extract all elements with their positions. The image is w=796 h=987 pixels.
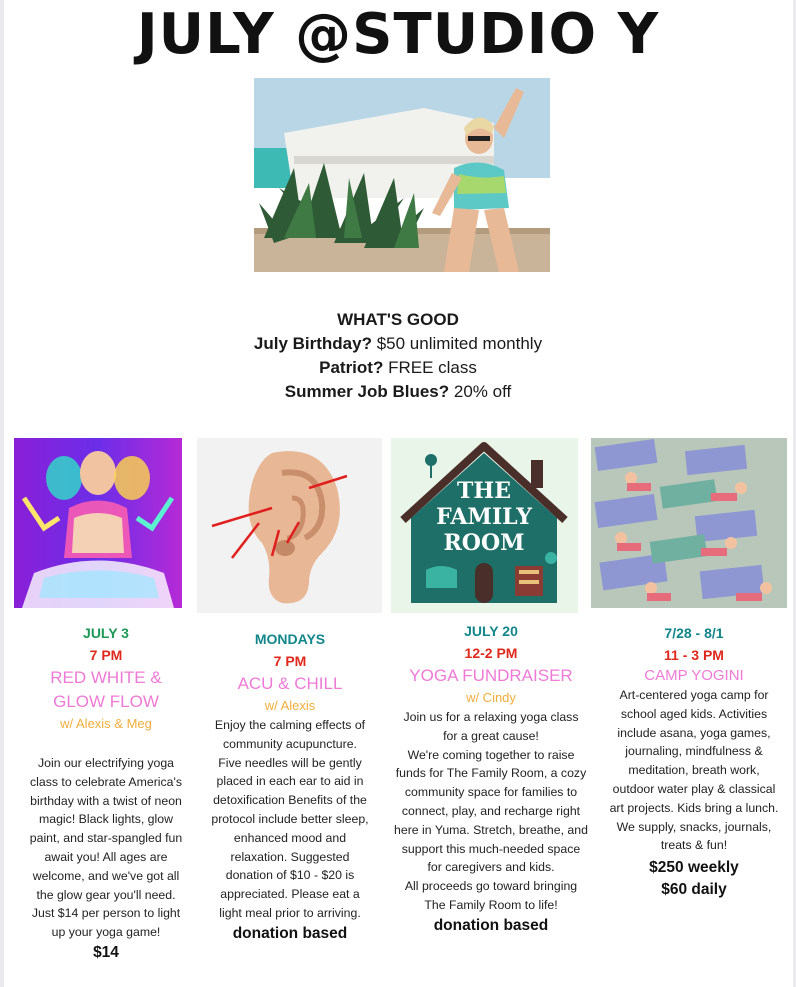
promo-label: Summer Job Blues? bbox=[284, 382, 450, 401]
event-card-camp-yogini bbox=[606, 622, 782, 901]
glow-flow-illustration bbox=[14, 438, 182, 608]
hero-photo-illustration bbox=[254, 78, 550, 272]
promo-line bbox=[150, 380, 646, 404]
event-name-line2: GLOW FLOW bbox=[53, 692, 159, 711]
event-price-weekly: $250 weekly bbox=[649, 859, 739, 877]
event-description: We're coming together to raise funds for The Family Room, a cozy community space for families to connect, play, and recharge right here in Yuma. Stretch, breathe, and support this much-needed space for caregivers and kids. bbox=[394, 747, 588, 875]
event-date: JULY 20 bbox=[464, 623, 518, 639]
camp-yogini-image bbox=[591, 438, 787, 608]
event-time: 7 PM bbox=[89, 647, 123, 663]
event-price: donation based bbox=[433, 916, 549, 934]
kids-yoga-illustration bbox=[591, 438, 787, 608]
event-name: ACU & CHILL bbox=[237, 674, 343, 693]
event-name: CAMP YOGINI bbox=[644, 667, 744, 684]
event-price-daily: $60 daily bbox=[661, 881, 727, 899]
event-date: 7/28 - 8/1 bbox=[664, 625, 724, 641]
promo-label: Patriot? bbox=[319, 358, 384, 377]
event-time: 12-2 PM bbox=[464, 645, 518, 661]
promo-label: July Birthday? bbox=[253, 334, 372, 353]
promo-line bbox=[150, 332, 646, 356]
event-time: 7 PM bbox=[273, 653, 307, 669]
event-name-line1: RED WHITE & bbox=[50, 668, 162, 687]
event-date: JULY 3 bbox=[83, 625, 129, 641]
event-description-intro: Join us for a relaxing yoga class for a great cause! bbox=[403, 710, 579, 743]
event-price: donation based bbox=[232, 924, 348, 942]
event-date: MONDAYS bbox=[254, 631, 326, 647]
page-title: JULY @STUDIO Y bbox=[136, 2, 660, 67]
event-instructor: w/ Cindy bbox=[466, 690, 516, 705]
whats-good-section bbox=[150, 308, 646, 404]
event-instructor: w/ Alexis & Meg bbox=[60, 716, 152, 731]
promo-text: $50 unlimited monthly bbox=[376, 334, 543, 353]
family-room-logo-image bbox=[391, 438, 578, 613]
event-description: Enjoy the calming effects of community acupuncture. Five needles will be gently placed in each ear to aid in detoxification Benefits of the protocol include better sleep, enhanced mood and relaxation. Suggested donation of $10 - $20 is appreciated. Please eat a light meal prior to arriving. bbox=[211, 718, 369, 920]
event-description: Join our electrifying yoga class to celebrate America's birthday with a twist of neon magic! Black lights, glow paint, and star-spangled fun await you! All ages are welcome, and we've got all the glow gear you'll need. Just $14 per person to light up your yoga game! bbox=[29, 756, 183, 940]
hero-photo bbox=[254, 78, 550, 272]
event-card-fundraiser bbox=[393, 620, 589, 937]
promo-text: 20% off bbox=[453, 382, 512, 401]
family-room-logo bbox=[391, 438, 578, 613]
logo-line2: FAMILY bbox=[436, 504, 532, 530]
event-name: YOGA FUNDRAISER bbox=[409, 666, 573, 685]
page-edge-left bbox=[0, 0, 4, 987]
event-card-glow-flow bbox=[24, 622, 188, 964]
event-instructor: w/ Alexis bbox=[264, 698, 316, 713]
event-price: $14 bbox=[93, 943, 119, 961]
glow-flow-image bbox=[14, 438, 182, 608]
whats-good-heading: WHAT'S GOOD bbox=[337, 310, 459, 329]
promo-text: FREE class bbox=[388, 358, 477, 377]
promo-line bbox=[150, 356, 646, 380]
logo-line3: ROOM bbox=[443, 530, 525, 556]
logo-line1: THE bbox=[457, 478, 511, 504]
ear-needles-illustration bbox=[197, 438, 382, 613]
event-description-closing: All proceeds go toward bringing The Family Room to life! bbox=[404, 879, 578, 912]
event-description: Art-centered yoga camp for school aged kids. Activities include asana, yoga games, journaling, mindfulness & meditation, breath work, outdoor water play & classical art projects. Kids bring a lunch. We supply, snacks, journals, treats & fun! bbox=[609, 688, 779, 853]
event-card-acu-chill bbox=[210, 628, 370, 945]
event-time: 11 - 3 PM bbox=[664, 647, 724, 663]
acupuncture-image bbox=[197, 438, 382, 613]
